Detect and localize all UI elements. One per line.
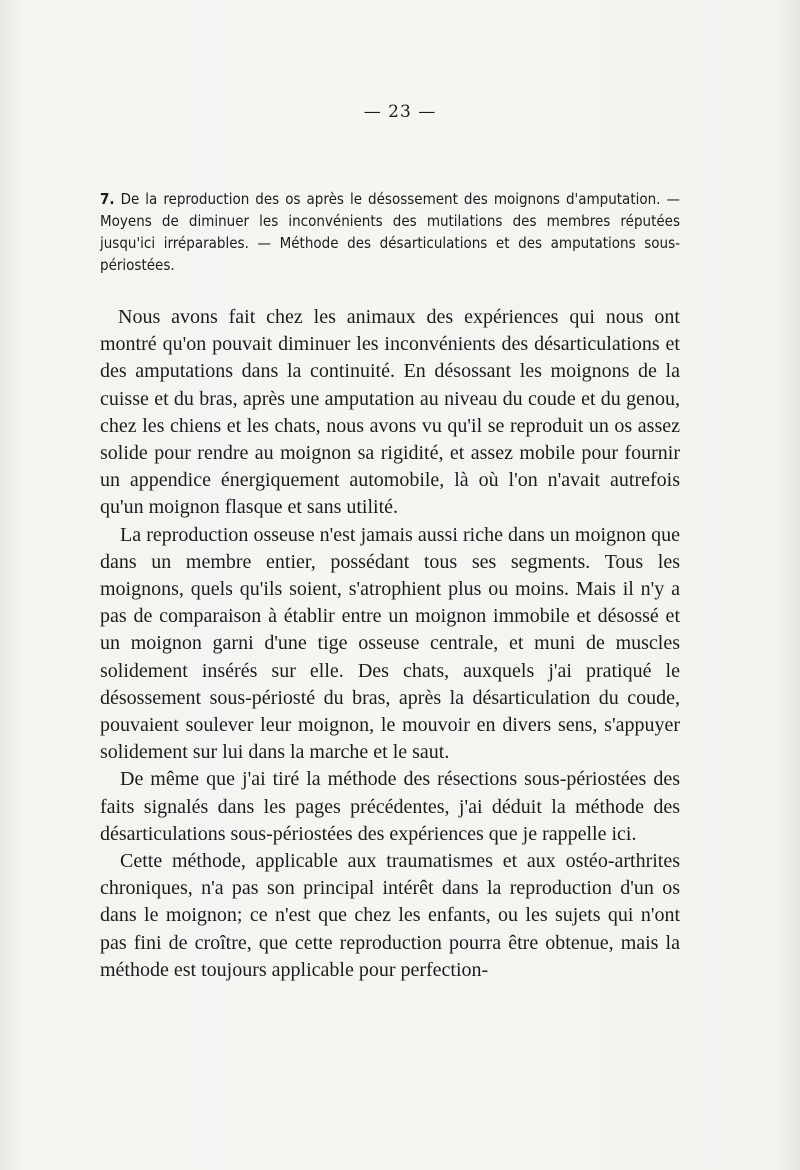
caption-text: De la reproduction des os après le désossement des moignons d'amputation. — Moyens de diminuer les inconvénients des mutilations des membres réputées jusqu'ici irréparables. — Méthode des désarticulations et des amputations sous-périostées. xyxy=(100,190,680,274)
paragraph: Cette méthode, applicable aux traumatismes et aux ostéo-arthrites chroniques, n'a pas son principal intérêt dans la reproduction d'un os dans le moignon; ce n'est que chez les enfants, ou les sujets qui n'ont pas fini de croître, que cette reproduction pourra être obtenue, mais la méthode est toujours applicable pour perfection- xyxy=(100,850,680,981)
body-text xyxy=(100,304,680,984)
paragraph: Nous avons fait chez les animaux des expériences qui nous ont montré qu'on pouvait diminuer les inconvénients des désarticulations et des amputations dans la continuité. En désossant les moignons de la cuisse et du bras, après une amputation au niveau du coude et du genou, chez les chiens et les chats, nous avons vu qu'il se reproduit un os assez solide pour rendre au moignon sa rigidité, et assez mobile pour fournir un appendice énergiquement automobile, là où l'on n'avait autrefois qu'un moignon flasque et sans utilité. xyxy=(100,306,680,519)
paragraph: De même que j'ai tiré la méthode des résections sous-périostées des faits signalés dans les pages précédentes, j'ai déduit la méthode des désarticulations sous-périostées des expériences que je rappelle ici. xyxy=(100,768,680,845)
paragraph: La reproduction osseuse n'est jamais aussi riche dans un moignon que dans un membre entier, possédant tous ses segments. Tous les moignons, quels qu'ils soient, s'atrophient plus ou moins. Mais il n'y a pas de comparaison à établir entre un moignon immobile et désossé et un moignon garni d'une tige osseuse centrale, et muni de muscles solidement insérés sur elle. Des chats, auxquels j'ai pratiqué le désossement sous-périosté du bras, après la désarticulation du coude, pouvaient soulever leur moignon, le mouvoir en divers sens, s'appuyer solidement sur lui dans la marche et le saut. xyxy=(100,523,680,764)
section-caption xyxy=(100,188,680,276)
caption-number: 7. xyxy=(100,190,115,208)
page-number: — 23 — xyxy=(363,102,437,122)
